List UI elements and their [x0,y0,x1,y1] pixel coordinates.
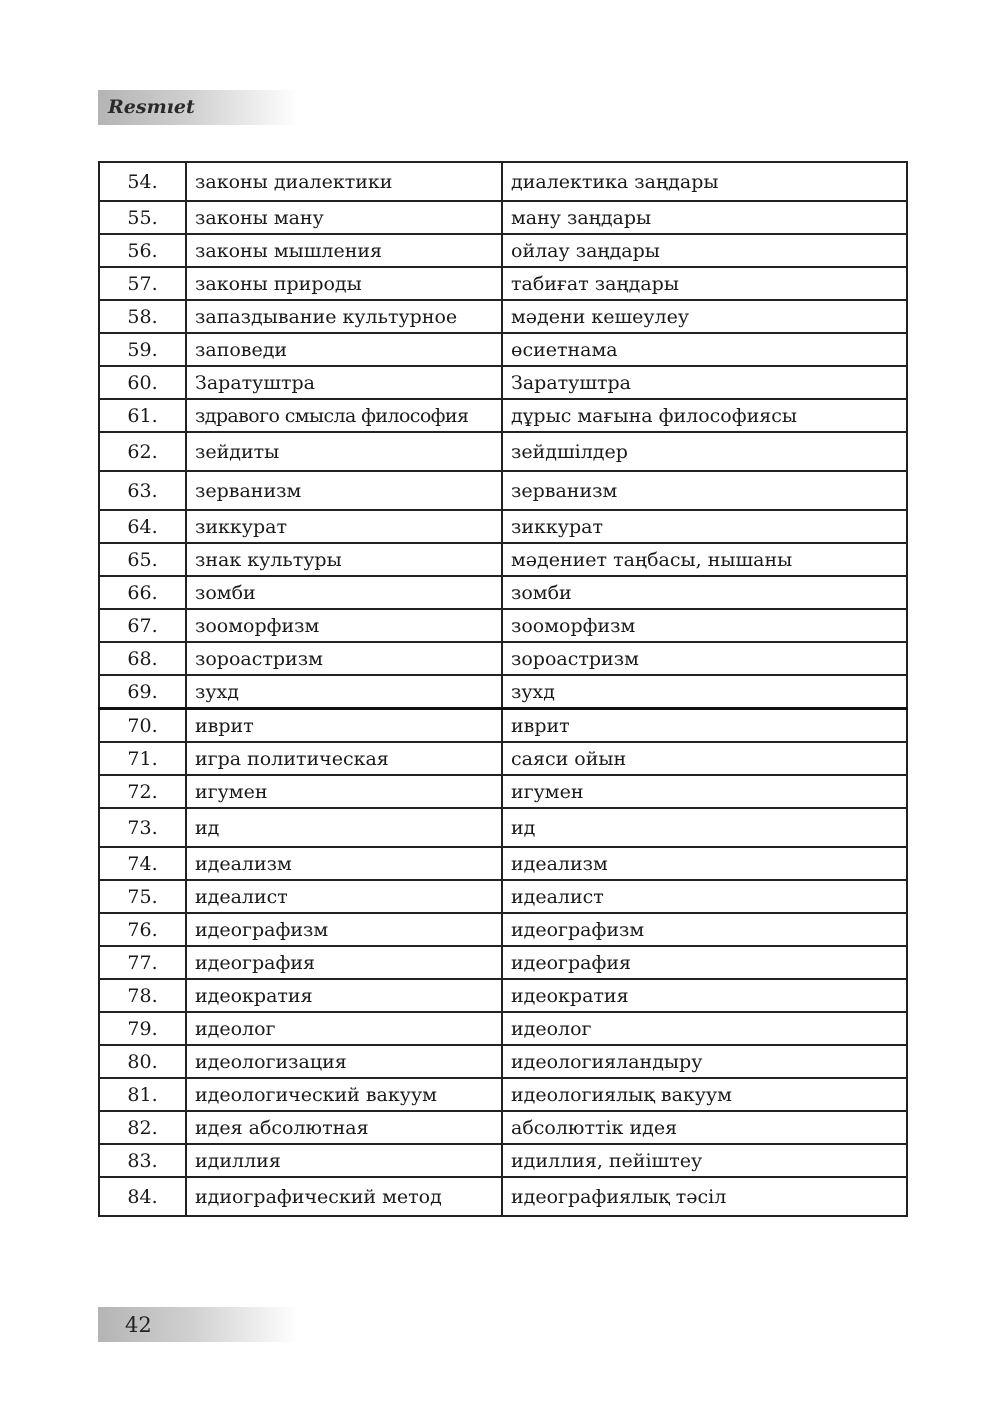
table-row [99,543,907,576]
table-row [99,300,907,333]
term-russian: иврит [186,709,502,743]
term-russian: игра политическая [186,742,502,775]
row-number: 56. [99,234,186,267]
table-row [99,1078,907,1111]
row-number: 61. [99,399,186,432]
term-kazakh: диалектика заңдары [502,162,907,201]
term-russian: идеография [186,946,502,979]
term-russian: Заратуштра [186,366,502,399]
page-footer [98,1307,298,1342]
row-number: 77. [99,946,186,979]
table-row [99,1177,907,1216]
table-row [99,267,907,300]
row-number: 71. [99,742,186,775]
header-label: Resmıet [108,96,195,118]
table-row [99,808,907,847]
term-kazakh: зухд [502,675,907,709]
row-number: 76. [99,913,186,946]
row-number: 83. [99,1144,186,1177]
table-row [99,1144,907,1177]
term-kazakh: идеография [502,946,907,979]
table-row [99,642,907,675]
term-kazakh: идеологиялық вакуум [502,1078,907,1111]
row-number: 64. [99,510,186,543]
term-russian: зооморфизм [186,609,502,642]
term-russian: зухд [186,675,502,709]
table-row [99,742,907,775]
row-number: 68. [99,642,186,675]
term-russian: идея абсолютная [186,1111,502,1144]
table-row [99,1045,907,1078]
table-row [99,675,907,709]
term-kazakh: табиғат заңдары [502,267,907,300]
term-kazakh: идеографиялық тәсіл [502,1177,907,1216]
term-kazakh: дұрыс мағына философиясы [502,399,907,432]
table-row [99,979,907,1012]
row-number: 75. [99,880,186,913]
term-kazakh: идеализм [502,847,907,880]
row-number: 67. [99,609,186,642]
term-russian: зерванизм [186,471,502,510]
table-row [99,432,907,471]
term-kazakh: идеографизм [502,913,907,946]
term-russian: заповеди [186,333,502,366]
term-kazakh: идиллия, пейіштеу [502,1144,907,1177]
row-number: 69. [99,675,186,709]
table-row [99,510,907,543]
table-row [99,576,907,609]
term-kazakh: игумен [502,775,907,808]
table-row [99,366,907,399]
term-kazakh: зейдшілдер [502,432,907,471]
term-kazakh: иврит [502,709,907,743]
term-kazakh: мәдени кешеулеу [502,300,907,333]
term-russian: идиллия [186,1144,502,1177]
term-russian: зиккурат [186,510,502,543]
term-kazakh: зооморфизм [502,609,907,642]
row-number: 55. [99,201,186,234]
term-kazakh: ид [502,808,907,847]
term-russian: идеалист [186,880,502,913]
term-kazakh: идеократия [502,979,907,1012]
term-russian: законы природы [186,267,502,300]
row-number: 72. [99,775,186,808]
row-number: 58. [99,300,186,333]
term-kazakh: идеологияландыру [502,1045,907,1078]
row-number: 80. [99,1045,186,1078]
row-number: 63. [99,471,186,510]
term-kazakh: мәдениет таңбасы, нышаны [502,543,907,576]
term-kazakh: зерванизм [502,471,907,510]
row-number: 62. [99,432,186,471]
row-number: 81. [99,1078,186,1111]
term-russian: идеократия [186,979,502,1012]
term-russian: идеализм [186,847,502,880]
table-row [99,709,907,743]
term-russian: знак культуры [186,543,502,576]
row-number: 82. [99,1111,186,1144]
table-row [99,234,907,267]
term-kazakh: зороастризм [502,642,907,675]
term-russian: зороастризм [186,642,502,675]
term-russian: идиографический метод [186,1177,502,1216]
table-row [99,847,907,880]
term-russian: игумен [186,775,502,808]
running-header [98,90,298,125]
row-number: 78. [99,979,186,1012]
table-row [99,1012,907,1045]
table-row [99,1111,907,1144]
term-russian: запаздывание культурное [186,300,502,333]
term-kazakh: идеалист [502,880,907,913]
table-row [99,333,907,366]
term-russian: законы диалектики [186,162,502,201]
row-number: 57. [99,267,186,300]
term-russian: идеолог [186,1012,502,1045]
term-kazakh: саяси ойын [502,742,907,775]
term-russian: зейдиты [186,432,502,471]
page-number: 42 [125,1313,152,1337]
row-number: 66. [99,576,186,609]
row-number: 65. [99,543,186,576]
term-russian: ид [186,808,502,847]
term-kazakh: ойлау заңдары [502,234,907,267]
term-kazakh: өсиетнама [502,333,907,366]
row-number: 73. [99,808,186,847]
term-russian: идеологический вакуум [186,1078,502,1111]
term-russian: законы мышления [186,234,502,267]
table-row [99,913,907,946]
term-russian: идеографизм [186,913,502,946]
term-kazakh: зиккурат [502,510,907,543]
row-number: 54. [99,162,186,201]
row-number: 60. [99,366,186,399]
table-row [99,609,907,642]
term-kazakh: абсолюттік идея [502,1111,907,1144]
row-number: 74. [99,847,186,880]
term-kazakh: зомби [502,576,907,609]
row-number: 79. [99,1012,186,1045]
row-number: 59. [99,333,186,366]
table-row [99,471,907,510]
term-russian: идеологизация [186,1045,502,1078]
table-row [99,162,907,201]
table-row [99,946,907,979]
term-kazakh: идеолог [502,1012,907,1045]
row-number: 84. [99,1177,186,1216]
row-number: 70. [99,709,186,743]
table-row [99,201,907,234]
table-row [99,775,907,808]
term-kazakh: Заратуштра [502,366,907,399]
term-russian: здравого смысла философия [186,399,502,432]
term-russian: зомби [186,576,502,609]
term-kazakh: ману заңдары [502,201,907,234]
glossary-table [98,161,908,1217]
table-row [99,399,907,432]
table-row [99,880,907,913]
term-russian: законы ману [186,201,502,234]
